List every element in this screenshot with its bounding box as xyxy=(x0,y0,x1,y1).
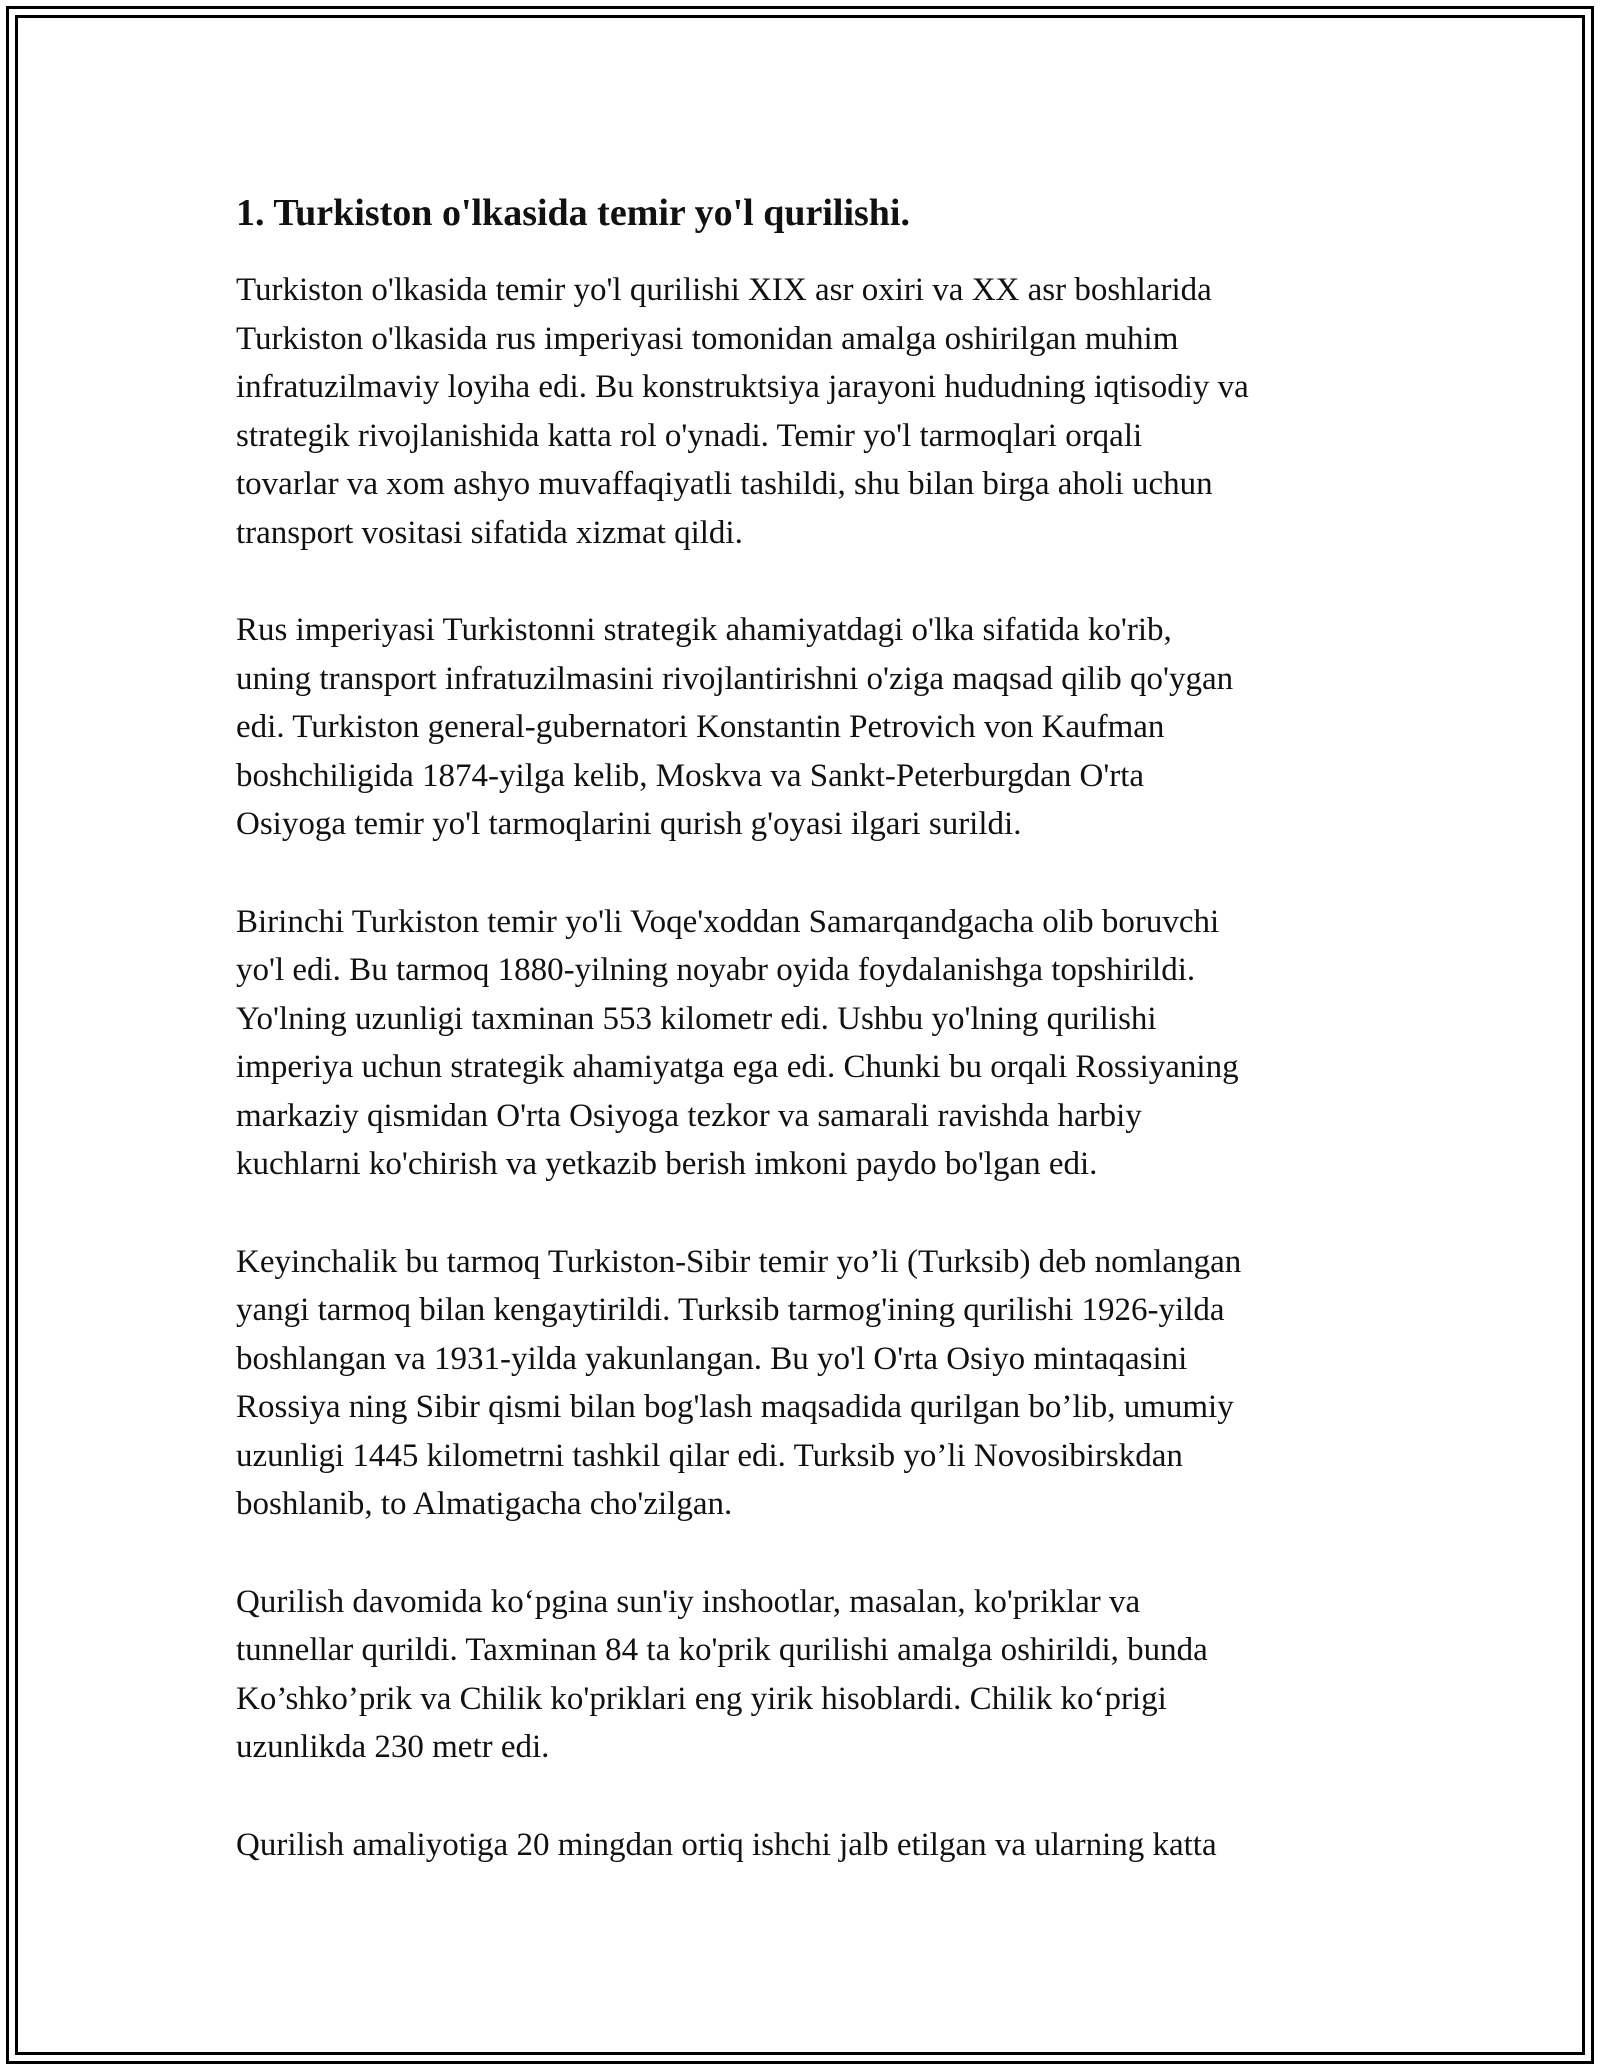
document-body xyxy=(236,186,1376,1918)
paragraph-1: Turkiston o'lkasida temir yo'l qurilishi XIX asr oxiri va XX asr boshlarida Turkiston o'lkasida rus imperiyasi tomonidan amalga oshirilgan muhim infratuzilmaviy loyiha edi. Bu konstruktsiya jarayoni hududning iqtisodiy va strategik rivojlanishida katta rol o'ynadi. Temir yo'l tarmoqlari orqali tovarlar va xom ashyo muvaffaqiyatli tashildi, shu bilan birga aholi uchun transport vositasi sifatida xizmat qildi. xyxy=(236,272,1249,551)
paragraph-6: Qurilish amaliyotiga 20 mingdan ortiq ishchi jalb etilgan va ularning katta xyxy=(236,1826,1217,1863)
paragraph-5: Qurilish davomida ko‘pgina sun'iy inshootlar, masalan, ko'priklar va tunnellar qurildi. Taxminan 84 ta ko'prik qurilishi amalga oshirildi, bunda Ko’shko’prik va Chilik ko'priklari eng yirik hisoblardi. Chilik ko‘prigi uzunlikda 230 metr edi. xyxy=(236,1583,1208,1765)
document-title: 1. Turkiston o'lkasida temir yo'l qurilishi. xyxy=(236,192,910,234)
paragraph-2: Rus imperiyasi Turkistonni strategik ahamiyatdagi o'lka sifatida ko'rib, uning transport infratuzilmasini rivojlantirishni o'ziga maqsad qilib qo'ygan edi. Turkiston general-gubernatori Konstantin Petrovich von Kaufman boshchiligida 1874-yilga kelib, Moskva va Sankt-Peterburgdan O'rta Osiyoga temir yo'l tarmoqlarini qurish g'oyasi ilgari surildi. xyxy=(236,612,1234,842)
paragraph-4: Keyinchalik bu tarmoq Turkiston-Sibir temir yo’li (Turksib) deb nomlangan yangi tarmoq bilan kengaytirildi. Turksib tarmog'ining qurilishi 1926-yilda boshlangan va 1931-yilda yakunlangan. Bu yo'l O'rta Osiyo mintaqasini Rossiya ning Sibir qismi bilan bog'lash maqsadida qurilgan bo’lib, umumiy uzunligi 1445 kilometrni tashkil qilar edi. Turksib yo’li Novosibirskdan boshlanib, to Almatigacha cho'zilgan. xyxy=(236,1243,1242,1522)
paragraph-3: Birinchi Turkiston temir yo'li Voqe'xoddan Samarqandgacha olib boruvchi yo'l edi. Bu tarmoq 1880-yilning noyabr oyida foydalanishga topshirildi. Yo'lning uzunligi taxminan 553 kilometr edi. Ushbu yo'lning qurilishi imperiya uchun strategik ahamiyatga ega edi. Chunki bu orqali Rossiyaning markaziy qismidan O'rta Osiyoga tezkor va samarali ravishda harbiy kuchlarni ko'chirish va yetkazib berish imkoni paydo bo'lgan edi. xyxy=(236,903,1239,1182)
